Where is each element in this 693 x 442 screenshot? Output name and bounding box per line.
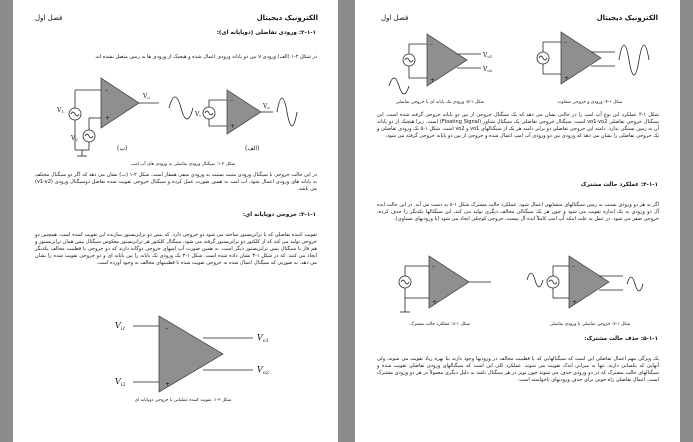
figure-single-ended-differential-output (385, 28, 515, 98)
fig-label-a: (الف) (245, 145, 260, 152)
paragraph: اگر به هر دو ورودی نسبت به زمین سیگنالهای متشابهی اعمال شود، عملکرد حالت مشترک شکل ۱-۸ به دست می آید. در این حالت ایده آل دو ورودی به یک اندازه تقویت می شود و چون هر یک سیگنالی مخالف دیگری تولید می کند، این سیگنالها یکدیگر را حذف کرده، خروجی صفر می شود. در عمل به علت اینکه آپ امپ کاملاً ایده آل نیست، خروجی کوچکی ایجاد می شود (با ورودیهای مساوی). (377, 202, 659, 222)
paragraph: در این حالت خروجی با سیگنال ورودی مثبت نسبت به ورودی منفی همفاز است. شکل ۲-۱ (ب) نشان می دهد که اگر دو سیگنال مختلف به پایانه های ورودی اعمال شود، آپ امپ به همین صورت عمل کرده و سیگنال خروجی تقویت شده تفاضل دوسیگنال ورودی (v1-v2) می باشد. (35, 172, 317, 192)
figure-common-mode (385, 250, 515, 320)
figure-differential-input-b (53, 70, 173, 160)
svg-text:+: + (105, 115, 111, 122)
figure-double-output-opamp (103, 308, 283, 398)
header-chapter: فصل اول (381, 14, 409, 22)
figure-caption: شکل ۱-۴: ورودی و خروجی متفاوت (557, 100, 623, 105)
svg-text:–: – (572, 263, 575, 270)
right-page (355, 0, 680, 442)
left-page (13, 0, 338, 442)
svg-text:+: + (564, 75, 570, 82)
svg-text:Vo: Vo (263, 103, 270, 110)
svg-text:Vi: Vi (195, 111, 201, 118)
figure-differential-input-a (165, 78, 315, 158)
section-heading: ۳-۱-۱: خروجی دوپایانه ای: (242, 212, 316, 218)
header-title: الکترونیک دیجیتال (256, 14, 318, 22)
figure-caption: شکل ۱-۸: عملکرد حالت مشترک (410, 322, 470, 327)
svg-text:+: + (432, 299, 438, 306)
figure-caption: شکل ۲-۱: سیگنال ورودی تفاضلی به ورودی های آپ امپ (130, 162, 236, 167)
svg-text:V1: V1 (57, 107, 64, 114)
section-heading: ۵-۱-۱: حذف حالت مشترک: (584, 336, 658, 342)
figure-differential-output-input (523, 250, 663, 320)
paragraph: شکل ۱-۴ عملکرد این نوع آپ امپ را در حالتی نشان می دهد که یک سیگنال خروجی از بین دو پایانه خروجی گرفته شده است. این سیگنال خروجی تفاضلی vo1-vo2 است. سیگنال خروجی تفاضلی یک سیگنال شناور (Floating Signal) است. زیرا هیچیک از دو پایانه آن به زمین بستگی ندارد. دامنه این خروجی تفاضلی دو برابر دامنه هر یک از سیگنالهای vo1 و vo2 است. شکل ۱-۵ یک ورودی تفاضلی و یک خروجی تفاضلی را نشان می دهد که ورودی بین دو ورودی آپ امپ اعمال شده و خروجی از بین دو پایانه خروجی گرفته می شود. (377, 112, 660, 139)
svg-text:+: + (165, 381, 171, 388)
svg-text:Vi1: $V_{i1}$ (115, 321, 126, 332)
paragraph: تقویت کننده تفاضلی که با ترانزیستور ساخته می شود دو خروجی دارد. که بیس دو ترانزیستور سازنده این تقویت کننده است. همچنین دو خروجی تولید می کند که از کلکتور دو ترانزیستور گرفته می شود. سیگنال کلکتور هر ترانزیستور معکوس سیگنال بیس همان ترانزیستور و هم فاز با سیگنال بیس ترانزیستور دیگر است. به همین صورت آپ امپهای خروجی دوگانه دارند که دو خروجی با قطبیت مخالف یکدیگر ایجاد می کنند. که در شکل ۱-۳ نشان داده شده است. شکل ۱-۳ یک ورودی تک پایانه را بین پایانه ای و دو خروجی تقویت شده را نشان می دهد. به صورتی که سیگنال اعمال شده به خروجی تقویت شده با قطبیتهای مخالف به وجود آورده است. (35, 232, 317, 266)
svg-text:+: + (230, 123, 236, 130)
header-title: الکترونیک دیجیتال (596, 14, 658, 22)
svg-text:+: + (430, 77, 436, 84)
figure-different-input-output (515, 26, 665, 98)
svg-text:–: – (230, 97, 233, 104)
figure-caption: شکل ۳-۱: تقویت کننده عملیاتی با خروجی دوپایانه ای (134, 398, 232, 403)
svg-text:Vo2: $V_{o2}$ (257, 365, 269, 376)
svg-text:Vo1: $V_{o1}$ (257, 333, 269, 344)
figure-caption: شکل ۱-۷: خروجی تفاضلی با ورودی تفاضلی (549, 322, 631, 327)
svg-text:Vo: Vo (143, 93, 150, 100)
figure-caption: شکل ۱-۵: ورودی تک پایانه ای با خروجی تفاضلی (395, 100, 485, 105)
section-heading: ۴-۱-۱: عملکرد حالت مشترک (580, 182, 658, 188)
svg-text:–: – (165, 325, 168, 332)
svg-text:–: – (430, 41, 433, 48)
svg-text:Vi2: $V_{i2}$ (115, 377, 126, 388)
svg-text:Vo1: Vo1 (483, 52, 493, 59)
header-chapter: فصل اول (35, 14, 63, 22)
svg-text:Vo2: Vo2 (483, 66, 493, 73)
svg-text:–: – (432, 263, 435, 270)
svg-text:–: – (564, 39, 567, 46)
svg-text:V2: V2 (71, 135, 78, 142)
section-heading: ۲-۱-۱: ورودی تفاضلی (دوپایانه ای): (216, 30, 316, 36)
paragraph: در شکل ۲-۱ (الف) ورودی v بین دو پایانه ورودی اعمال شده و هیچیک از ورودی ها به زمین متصل نشده اند. (94, 54, 317, 60)
svg-text:–: – (105, 87, 108, 94)
paragraph: یک ویژگی مهم اعمال تفاضلی این است که سیگنالهایی که با قطبیت مخالف در ورودیها وجود دارند بنا بهره زیاد تقویت می شوند، ولی آنهایی که یکسانی دارند، تنها به میزانی اندک تقویت می شوند. عملکرد کلی این است که سیگنالهای ورودی تفاضلی تقویت شده و سیگنالهای حالت مشترک که در دو ورودی حذف می شوند چون نویز در هر سیگنال باشد به دلیل دیگری معمولاً در هر دو ورودی مشترک است. اعمال تفاضلی راه خوبی برای حذف ورودیهای ناخواسته است. (377, 356, 659, 383)
fig-label-b: (ب) (117, 145, 128, 152)
svg-text:+: + (572, 299, 578, 306)
